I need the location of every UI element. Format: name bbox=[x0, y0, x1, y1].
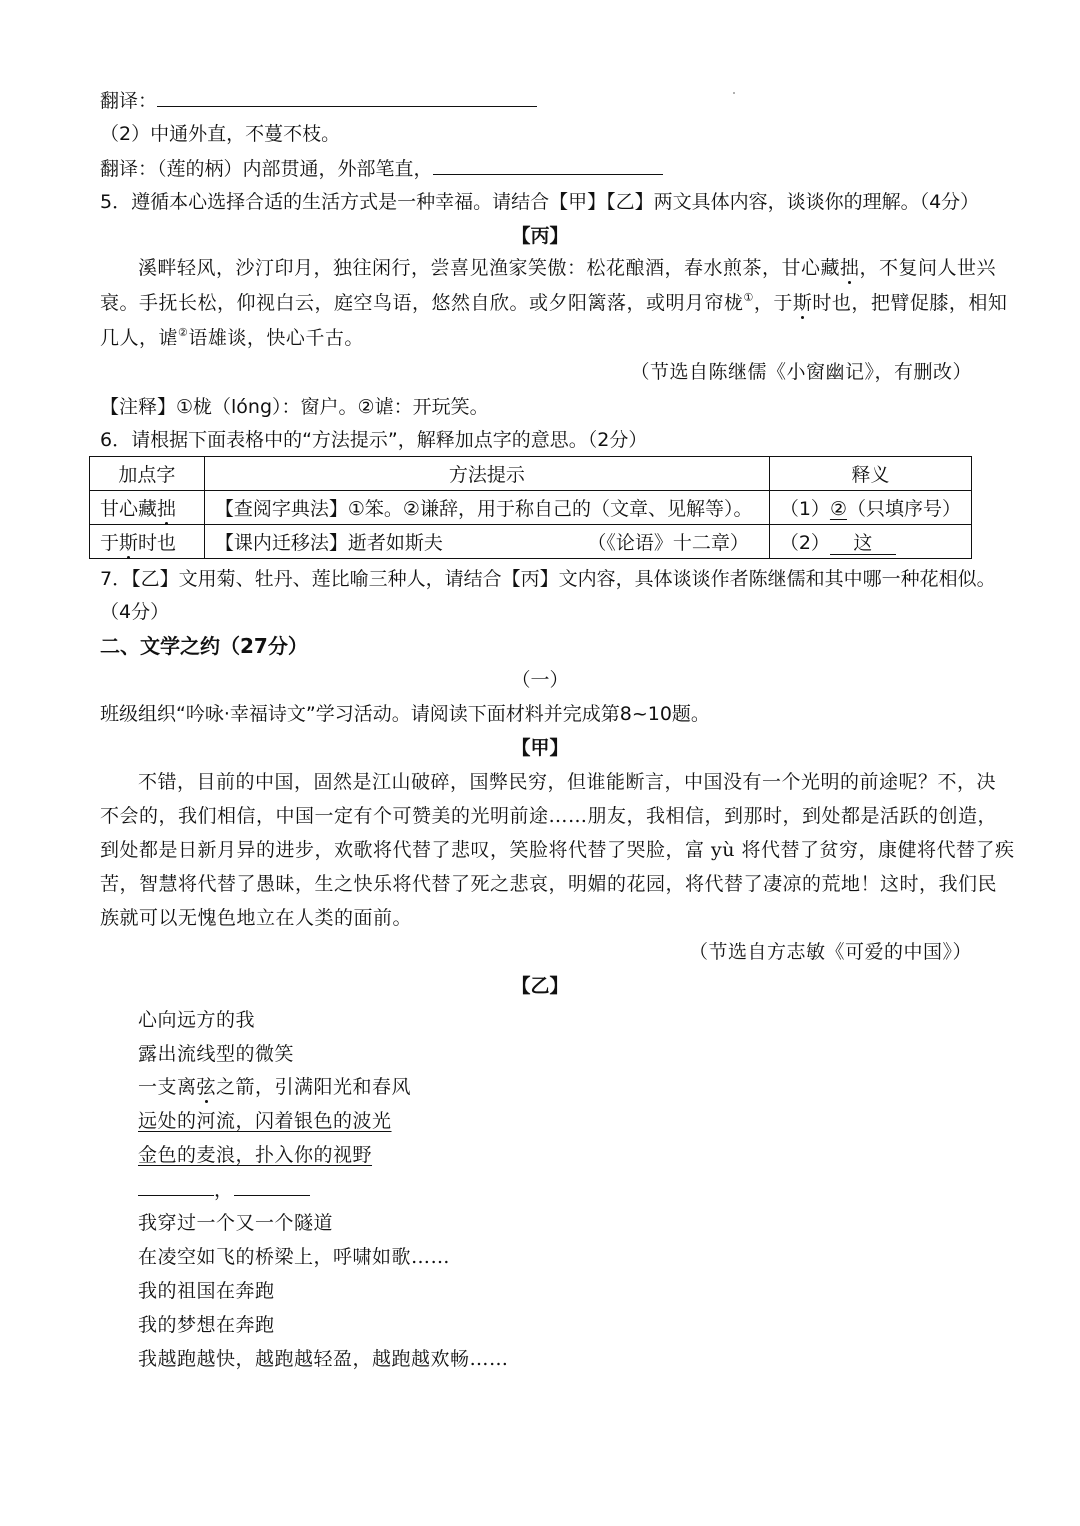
table-header-cell: 方法提示 bbox=[204, 457, 769, 491]
dotted-char: 斯 bbox=[119, 532, 139, 554]
answer-blank[interactable] bbox=[157, 86, 537, 107]
table-header-cell: 加点字 bbox=[90, 457, 205, 491]
table-cell-word: 甘心藏拙 bbox=[90, 491, 205, 525]
passage-bing-label: 【丙】 bbox=[511, 225, 569, 247]
passage-jia-line: 到处都是日新月异的进步，欢歌将代替了悲叹，笑脸将代替了哭脸，富 yù 将代替了贫穷，康健将代替了疾 bbox=[100, 839, 1015, 861]
passage-bing-line: 溪畔轻风，沙汀印月，独往闲行，尝喜见渔家笑傲：松花酿酒，春水煎茶，甘心藏拙，不复问人世兴 bbox=[138, 257, 997, 279]
answer-blank[interactable] bbox=[234, 1175, 310, 1196]
question-6: 6．请根据下面表格中的“方法提示”，解释加点字的意思。（2分） bbox=[100, 429, 648, 451]
passage-jia-line: 不会的，我们相信，中国一定有个可赞美的光明前途……朋友，我相信，到那时，到处都是活跃的创造， bbox=[100, 805, 998, 827]
answer-text: 这 bbox=[830, 532, 896, 555]
table-row bbox=[90, 525, 972, 559]
dotted-char: 斯 bbox=[792, 292, 813, 314]
section-title: 二、文学之约（27分） bbox=[100, 634, 308, 658]
poem-line: 我的梦想在奔跑 bbox=[138, 1314, 275, 1336]
question-7-line-2: （4分） bbox=[100, 601, 170, 623]
poem-line-underlined: 金色的麦浪，扑入你的视野 bbox=[138, 1144, 373, 1166]
poem-line: 心向远方的我 bbox=[138, 1009, 256, 1031]
answer-blank[interactable] bbox=[138, 1175, 214, 1196]
answer-blank[interactable] bbox=[433, 154, 663, 175]
passage-jia-line: 不错，目前的中国，固然是江山破碎，国弊民穷，但谁能断言，中国没有一个光明的前途呢？不，决 bbox=[138, 771, 997, 793]
poem-line: 一支离弦之箭，引满阳光和春风 bbox=[138, 1076, 412, 1098]
translation-line-1 bbox=[100, 86, 537, 115]
translation-label: 翻译： bbox=[100, 90, 158, 112]
question-4-2: （2）中通外直，不蔓不枝。 bbox=[100, 123, 341, 145]
poem-line: 我越跑越快，越跑越轻盈，越跑越欢畅…… bbox=[138, 1348, 509, 1370]
dotted-char: 拙 bbox=[840, 257, 860, 279]
table-header-row bbox=[90, 457, 972, 491]
table-cell-answer[interactable]: （1）②（只填序号） bbox=[769, 491, 971, 525]
poem-line-underlined: 远处的河流，闪着银色的波光 bbox=[138, 1110, 392, 1132]
section-part: （一） bbox=[511, 669, 569, 691]
passage-yi-label: 【乙】 bbox=[511, 975, 569, 997]
translation-line-2 bbox=[100, 154, 663, 183]
dotted-char: 弦 bbox=[196, 1076, 217, 1098]
table-cell-hint: 【课内迁移法】逝者如斯夫 （《论语》十二章） bbox=[204, 525, 769, 559]
table-cell-word: 于斯时也 bbox=[90, 525, 205, 559]
poem-fill-line: ， bbox=[138, 1175, 310, 1204]
table-cell-hint: 【查阅字典法】①笨。②谦辞，用于称自己的（文章、见解等）。 bbox=[204, 491, 769, 525]
answer-text: ② bbox=[829, 498, 847, 520]
dotted-char: 拙 bbox=[157, 498, 177, 520]
poem-line: 露出流线型的微笑 bbox=[138, 1043, 295, 1065]
passage-bing-line: 几人，谑②语雄谈，快心千古。 bbox=[100, 326, 364, 349]
poem-line: 在凌空如飞的桥梁上，呼啸如歌…… bbox=[138, 1246, 451, 1268]
passage-jia-label: 【甲】 bbox=[511, 737, 569, 759]
passage-jia-source: （节选自方志敏《可爱的中国》） bbox=[688, 941, 972, 963]
table-row bbox=[90, 491, 972, 525]
question-5: 5．遵循本心选择合适的生活方式是一种幸福。请结合【甲】【乙】两文具体内容，谈谈你的理解。（4分） bbox=[100, 191, 980, 213]
poem-line: 我的祖国在奔跑 bbox=[138, 1280, 275, 1302]
passage-bing-source: （节选自陈继儒《小窗幽记》，有删改） bbox=[630, 361, 972, 383]
passage-jia-line: 族就可以无愧色地立在人类的面前。 bbox=[100, 907, 413, 929]
passage-bing-line: 衰。手抚长松，仰视白云，庭空鸟语，悠然自欣。或夕阳篱落，或明月帘栊①，于斯时也，把臂促膝，相知 bbox=[100, 291, 1008, 314]
hint-source: （《论语》十二章） bbox=[587, 532, 749, 554]
scan-speck bbox=[733, 92, 735, 94]
table-header-cell: 释义 bbox=[769, 457, 971, 491]
section-intro: 班级组织“吟咏·幸福诗文”学习活动。请阅读下面材料并完成第8~10题。 bbox=[100, 703, 710, 725]
note-marker: ① bbox=[743, 291, 754, 304]
passage-bing-notes: 【注释】①栊（lóng）：窗户。②谑：开玩笑。 bbox=[100, 396, 489, 418]
note-marker: ② bbox=[178, 326, 189, 339]
method-table bbox=[89, 456, 972, 559]
table-cell-answer[interactable]: （2） 这 bbox=[769, 525, 971, 559]
translation-text: 翻译：（莲的柄）内部贯通，外部笔直， bbox=[100, 158, 433, 180]
passage-jia-line: 苦，智慧将代替了愚昧，生之快乐将代替了死之悲哀，明媚的花园，将代替了凄凉的荒地！这时，我们民 bbox=[100, 873, 998, 895]
poem-line: 我穿过一个又一个隧道 bbox=[138, 1212, 334, 1234]
question-7-line-1: 7．【乙】文用菊、牡丹、莲比喻三种人，请结合【丙】文内容，具体谈谈作者陈继儒和其中哪一种花相似。 bbox=[100, 568, 996, 590]
